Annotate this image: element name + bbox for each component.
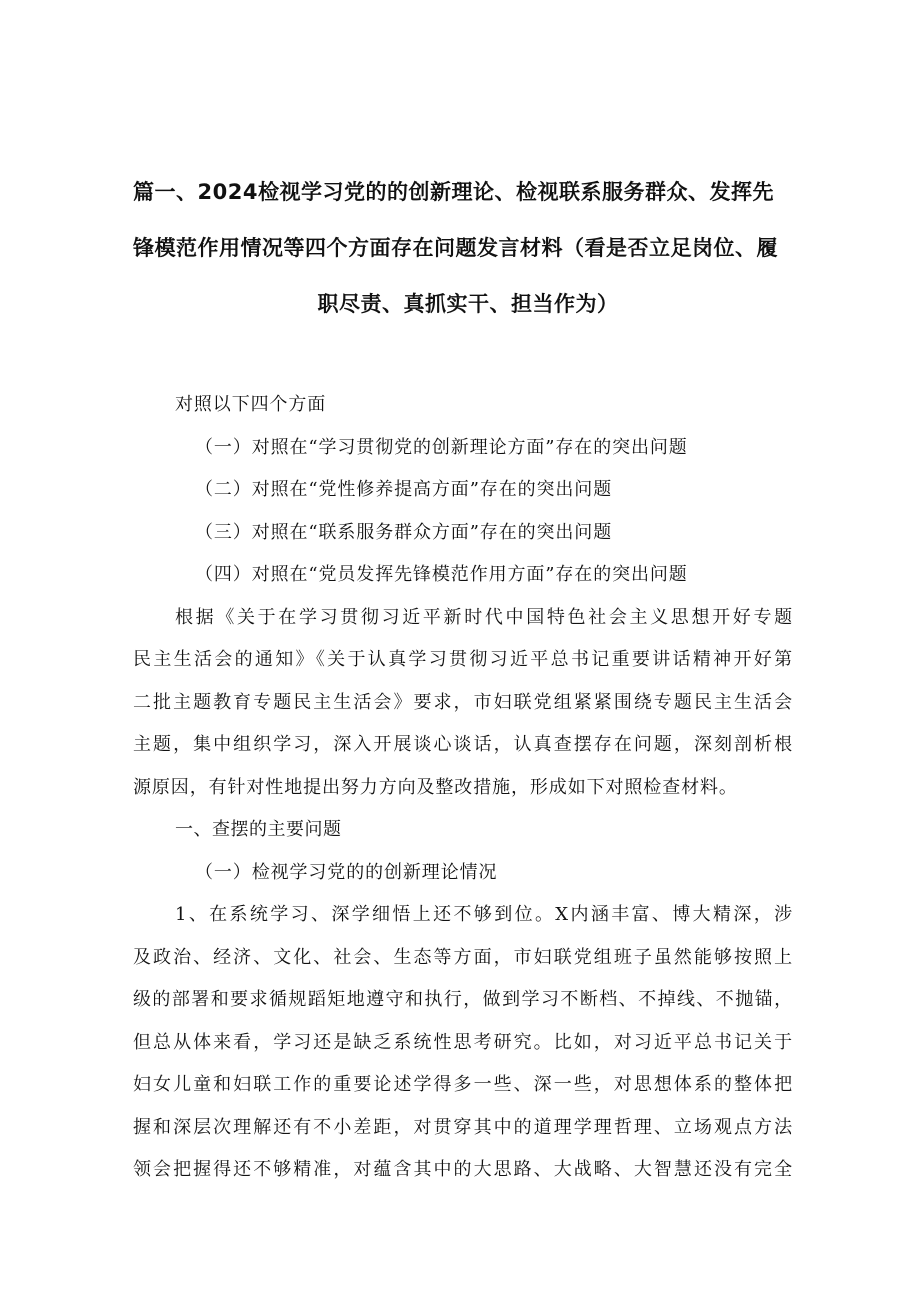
intro-heading: 对照以下四个方面 (175, 394, 327, 415)
document-title (133, 164, 803, 332)
paragraph1-line-3: 二批主题教育专题民主生活会》要求，市妇联党组紧紧围绕专题民主生活会 (133, 691, 793, 713)
title-line-3: 职尽责、真抓实干、担当作为） (317, 292, 619, 316)
section1-heading: 一、查摆的主要问题 (175, 819, 342, 840)
paragraph2-line-7: 领会把握得还不够精准，对蕴含其中的大思路、大战略、大智慧还没有完全 (133, 1159, 793, 1180)
intro-item-4: （四）对照在“党员发挥先锋模范作用方面”存在的突出问题 (195, 564, 688, 585)
document-body (133, 384, 793, 1192)
title-line-2: 锋模范作用情况等四个方面存在问题发言材料（看是否立足岗位、履 (133, 236, 778, 260)
intro-item-3: （三）对照在“联系服务群众方面”存在的突出问题 (195, 521, 613, 543)
paragraph1-line-2: 民主生活会的通知》《关于认真学习贯彻习近平总书记重要讲话精神开好第 (133, 649, 793, 670)
paragraph2-line-3: 级的部署和要求循规蹈矩地遵守和执行，做到学习不断档、不掉线、不抛锚， (133, 989, 793, 1010)
paragraph2-line-4: 但总从体来看，学习还是缺乏系统性思考研究。比如，对习近平总书记关于 (133, 1031, 793, 1053)
section1-subheading: （一）检视学习党的的创新理论情况 (195, 861, 498, 883)
intro-item-2: （二）对照在“党性修养提高方面”存在的突出问题 (195, 479, 613, 500)
paragraph2-line-6: 握和深层次理解还有不小差距，对贯穿其中的道理学理哲理、立场观点方法 (133, 1116, 793, 1138)
paragraph2-line-2: 及政治、经济、文化、社会、生态等方面，市妇联党组班子虽然能够按照上 (133, 946, 793, 968)
intro-item-1: （一）对照在“学习贯彻党的创新理论方面”存在的突出问题 (195, 436, 688, 458)
paragraph1-line-4: 主题，集中组织学习，深入开展谈心谈话，认真查摆存在问题，深刻剖析根 (133, 734, 793, 755)
paragraph2-line-5: 妇女儿童和妇联工作的重要论述学得多一些、深一些，对思想体系的整体把 (133, 1074, 793, 1095)
paragraph1-line-1: 根据《关于在学习贯彻习近平新时代中国特色社会主义思想开好专题 (175, 606, 793, 628)
title-line-1: 篇一、2024检视学习党的的创新理论、检视联系服务群众、发挥先 (133, 180, 774, 204)
paragraph1-line-5: 源原因，有针对性地提出努力方向及整改措施，形成如下对照检查材料。 (133, 776, 738, 798)
paragraph2-line-1: 1、在系统学习、深学细悟上还不够到位。X内涵丰富、博大精深，涉 (175, 904, 793, 925)
